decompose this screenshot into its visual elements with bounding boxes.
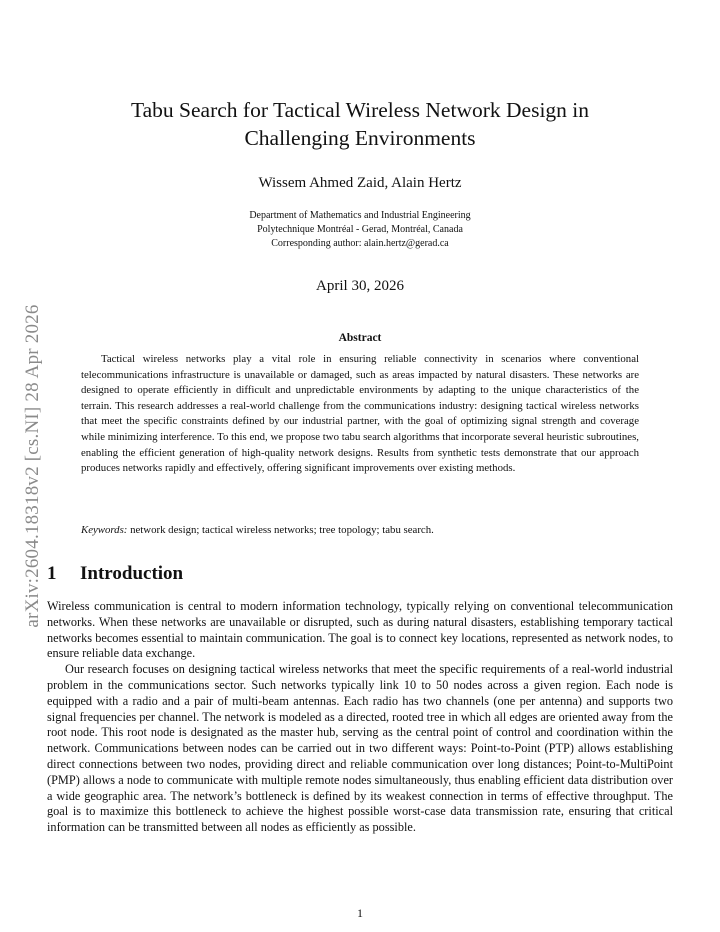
corresponding-author: Corresponding author: alain.hertz@gerad.ca <box>271 238 449 249</box>
affiliation-block <box>60 209 660 251</box>
keywords-line <box>81 523 639 538</box>
section-number: 1 <box>47 563 57 584</box>
publication-date: April 30, 2026 <box>316 278 404 294</box>
keywords-label: Keywords: <box>81 524 128 536</box>
intro-paragraph-1: Wireless communication is central to modern information technology, typically relying on conventional telecommunication networks. When these networks are unavailable or disrupted, such as during natural disasters, establishing temporary tactical networks becomes essential to maintain communication. The goal is to connect key locations, represented as network nodes, to ensure reliable data exchange. <box>47 599 673 661</box>
paper-title-line-2: Challenging Environments <box>244 126 476 150</box>
abstract-text: Tactical wireless networks play a vital role in ensuring reliable connectivity in scenarios where conventional telecommunications infrastructure is unavailable or damaged, such as areas impacted by natural disasters. These networks are designed to operate efficiently in difficult and unpredictable environments by adapting to the unique characteristics of the terrain. This research addresses a real-world challenge from the communications industry: designing tactical wireless networks that meet the specific constraints defined by our industrial partner, with the goal of optimizing signal strength and coverage while minimizing interference. To this end, we propose two tabu search algorithms that incorporate several heuristic subroutines, enabling the efficient generation of high-quality network designs. Results from synthetic tests demonstrate that our approach produces networks rapidly and effectively, offering significant improvements over existing methods. <box>81 353 639 475</box>
paper-title <box>60 96 660 152</box>
affiliation-department: Department of Mathematics and Industrial Engineering <box>249 210 471 221</box>
abstract-heading: Abstract <box>338 332 382 344</box>
arxiv-identifier-stamp: arXiv:2604.18318v2 [cs.NI] 28 Apr 2026 <box>22 304 43 628</box>
affiliation-institution: Polytechnique Montréal - Gerad, Montréal, Canada <box>257 224 463 235</box>
paper-title-line-1: Tabu Search for Tactical Wireless Network Design in <box>130 98 590 122</box>
section-title: Introduction <box>80 563 184 584</box>
keywords-text: network design; tactical wireless networks; tree topology; tabu search. <box>130 524 434 536</box>
page-number: 1 <box>357 906 363 920</box>
author-list: Wissem Ahmed Zaid, Alain Hertz <box>258 175 462 191</box>
introduction-body <box>47 599 673 836</box>
section-heading-introduction <box>47 563 183 585</box>
intro-paragraph-2: Our research focuses on designing tactical wireless networks that meet the specific requirements of a real-world industrial problem in the communications sector. Such networks typically link 10 to 50 nodes across a given region. Each node is equipped with a radio and a pair of multi-beam antennas. Each radio has two channels (one per antenna) and supports two signal frequencies per channel. The network is modeled as a directed, rooted tree in which all edges are oriented away from the root node. This root node is designated as the master hub, serving as the central point of control and coordination within the network. Communications between nodes can be carried out in two different ways: Point-to-Point (PTP) allows establishing direct connections between two nodes, providing direct and reliable communication over long distances; Point-to-MultiPoint (PMP) allows a node to communicate with multiple remote nodes simultaneously, thus enabling efficient data distribution over a wide geographic area. The network’s bottleneck is defined by its weakest connection in terms of effective throughput. The goal is to maximize this bottleneck to achieve the highest possible worst-case data transmission rate, ensuring that critical information can be transmitted between all nodes as efficiently as possible. <box>47 662 673 835</box>
